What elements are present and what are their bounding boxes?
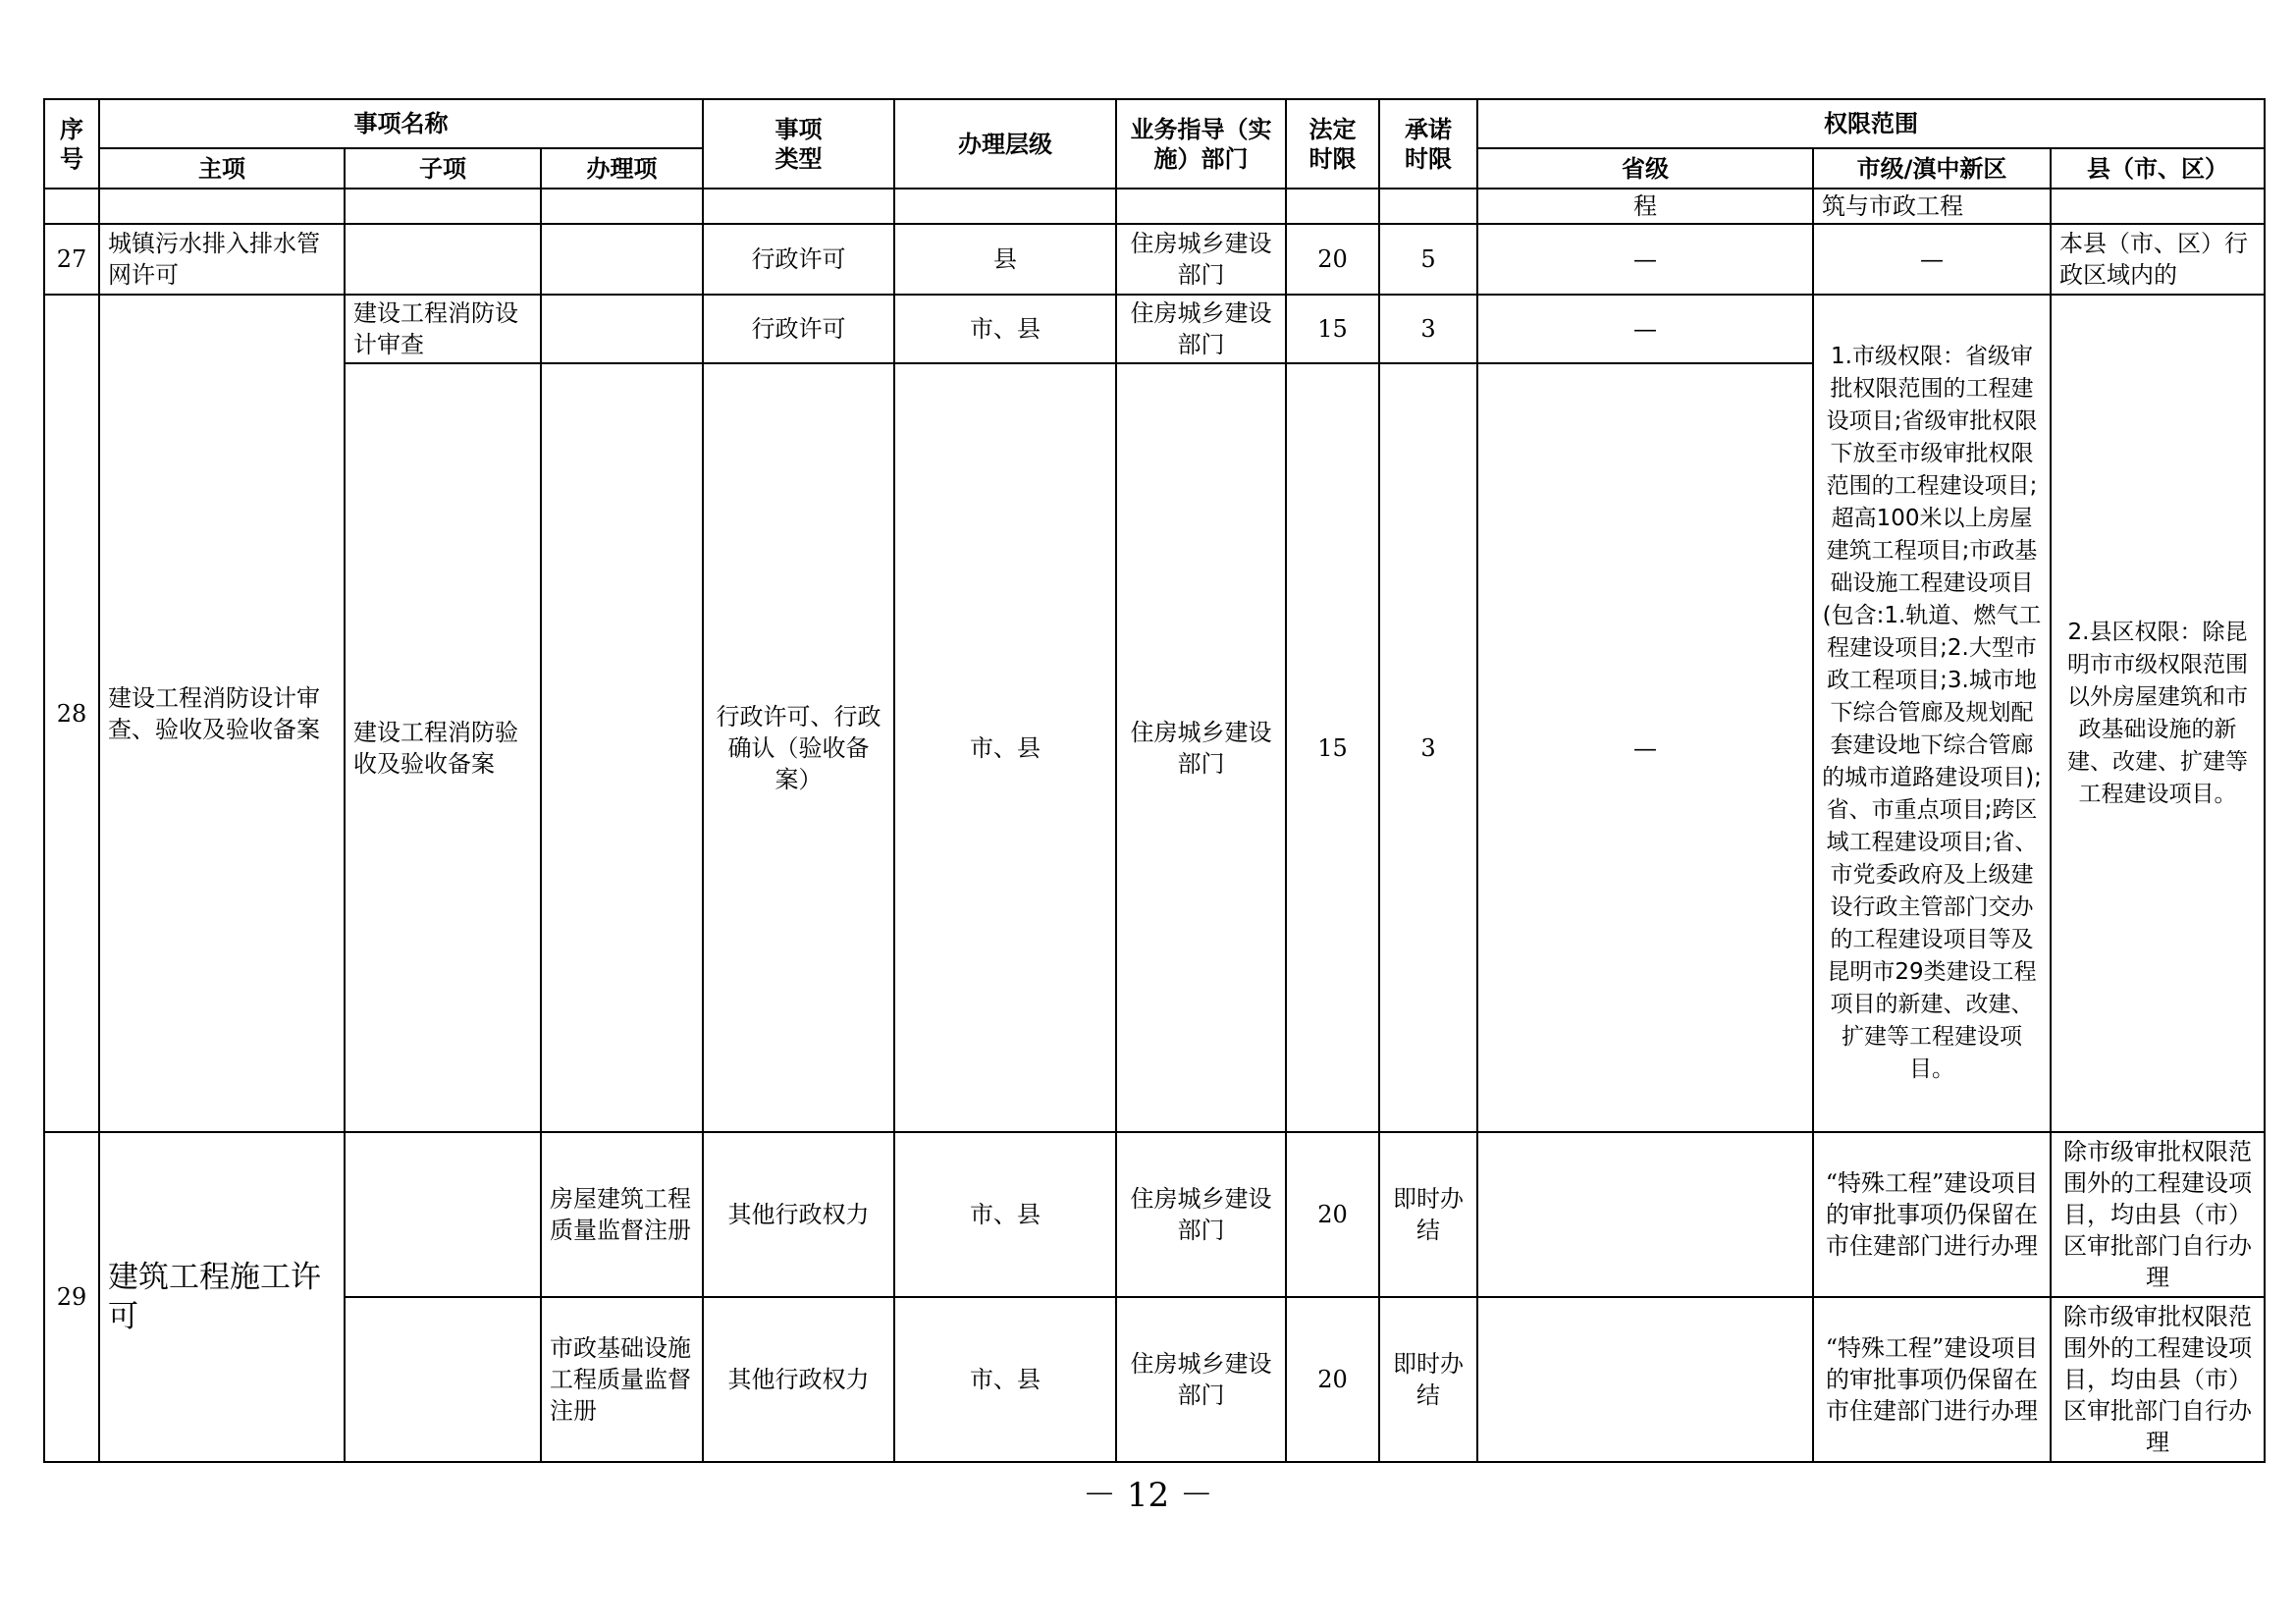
row-handling-item bbox=[541, 295, 703, 363]
row-county-scope: 2.县区权限：除昆明市市级权限范围以外房屋建筑和市政基础设施的新建、改建、扩建等工程建设项目。 bbox=[2051, 295, 2265, 1132]
row-level: 市、县 bbox=[894, 363, 1116, 1132]
row-legal-limit: 20 bbox=[1286, 1297, 1379, 1462]
header-province: 省级 bbox=[1477, 148, 1813, 189]
table-row bbox=[44, 224, 2265, 295]
table-row bbox=[44, 1297, 2265, 1462]
row-county-scope: 除市级审批权限范围外的工程建设项目，均由县（市）区审批部门自行办理 bbox=[2051, 1132, 2265, 1297]
row-province-scope bbox=[1477, 1132, 1813, 1297]
row-sub-item bbox=[345, 1297, 541, 1462]
table-row bbox=[44, 1132, 2265, 1297]
row-main-item: 建设工程消防设计审查、验收及验收备案 bbox=[99, 295, 345, 1132]
row-legal-limit: 20 bbox=[1286, 224, 1379, 295]
row-seq: 28 bbox=[44, 295, 99, 1132]
row-legal-limit: 15 bbox=[1286, 363, 1379, 1132]
row-main-item: 建筑工程施工许可 bbox=[99, 1132, 345, 1462]
row-promise-limit: 5 bbox=[1379, 224, 1477, 295]
continuation-row bbox=[44, 189, 2265, 224]
row-item-type: 行政许可 bbox=[703, 295, 894, 363]
header-sub-item: 子项 bbox=[345, 148, 541, 189]
row-handling-item: 市政基础设施工程质量监督注册 bbox=[541, 1297, 703, 1462]
header-county: 县（市、区） bbox=[2051, 148, 2265, 189]
continuation-city: 筑与市政工程 bbox=[1813, 189, 2051, 224]
row-dept: 住房城乡建设部门 bbox=[1116, 224, 1286, 295]
row-promise-limit: 即时办结 bbox=[1379, 1132, 1477, 1297]
row-seq: 29 bbox=[44, 1132, 99, 1462]
row-level: 市、县 bbox=[894, 1297, 1116, 1462]
row-item-type: 其他行政权力 bbox=[703, 1132, 894, 1297]
row-sub-item bbox=[345, 1132, 541, 1297]
table-row bbox=[44, 295, 2265, 363]
row-province-scope: — bbox=[1477, 224, 1813, 295]
row-county-scope: 本县（市、区）行政区域内的 bbox=[2051, 224, 2265, 295]
row-province-scope: — bbox=[1477, 363, 1813, 1132]
header-promise-limit: 承诺 时限 bbox=[1379, 99, 1477, 189]
row-level: 市、县 bbox=[894, 1132, 1116, 1297]
row-level: 县 bbox=[894, 224, 1116, 295]
row-handling-item bbox=[541, 224, 703, 295]
row-promise-limit: 3 bbox=[1379, 295, 1477, 363]
row-province-scope bbox=[1477, 1297, 1813, 1462]
row-sub-item: 建设工程消防设计审查 bbox=[345, 295, 541, 363]
row-item-type: 行政许可、行政确认（验收备案） bbox=[703, 363, 894, 1132]
row-main-item: 城镇污水排入排水管网许可 bbox=[99, 224, 345, 295]
row-promise-limit: 3 bbox=[1379, 363, 1477, 1132]
header-dept: 业务指导（实 施）部门 bbox=[1116, 99, 1286, 189]
header-seq: 序 号 bbox=[44, 99, 99, 189]
row-item-type: 其他行政权力 bbox=[703, 1297, 894, 1462]
row-sub-item: 建设工程消防验收及验收备案 bbox=[345, 363, 541, 1132]
row-province-scope: — bbox=[1477, 295, 1813, 363]
header-item-type: 事项 类型 bbox=[703, 99, 894, 189]
row-city-scope: “特殊工程”建设项目的审批事项仍保留在市住建部门进行办理 bbox=[1813, 1297, 2051, 1462]
row-legal-limit: 20 bbox=[1286, 1132, 1379, 1297]
row-legal-limit: 15 bbox=[1286, 295, 1379, 363]
header-main-item: 主项 bbox=[99, 148, 345, 189]
items-table bbox=[43, 98, 2266, 1463]
row-city-scope: 1.市级权限：省级审批权限范围的工程建设项目;省级审批权限下放至市级审批权限范围的工程建设项目;超高100米以上房屋建筑工程项目;市政基础设施工程建设项目(包含:1.轨道、燃气工程建设项目;2.大型市政工程项目;3.城市地下综合管廊及规划配套建设地下综合管廊的城市道路建设项目);省、市重点项目;跨区域工程建设项目;省、市党委政府及上级建设行政主管部门交办的工程建设项目等及昆明市29类建设工程项目的新建、改建、扩建等工程建设项目。 bbox=[1813, 295, 2051, 1132]
row-dept: 住房城乡建设部门 bbox=[1116, 1132, 1286, 1297]
row-city-scope: “特殊工程”建设项目的审批事项仍保留在市住建部门进行办理 bbox=[1813, 1132, 2051, 1297]
header-city: 市级/滇中新区 bbox=[1813, 148, 2051, 189]
row-handling-item: 房屋建筑工程质量监督注册 bbox=[541, 1132, 703, 1297]
row-level: 市、县 bbox=[894, 295, 1116, 363]
header-scope: 权限范围 bbox=[1477, 99, 2265, 148]
header-legal-limit: 法定 时限 bbox=[1286, 99, 1379, 189]
header-item-name: 事项名称 bbox=[99, 99, 703, 148]
continuation-province: 程 bbox=[1477, 189, 1813, 224]
row-item-type: 行政许可 bbox=[703, 224, 894, 295]
row-sub-item bbox=[345, 224, 541, 295]
row-dept: 住房城乡建设部门 bbox=[1116, 295, 1286, 363]
row-handling-item bbox=[541, 363, 703, 1132]
row-seq: 27 bbox=[44, 224, 99, 295]
row-city-scope: — bbox=[1813, 224, 2051, 295]
row-promise-limit: 即时办结 bbox=[1379, 1297, 1477, 1462]
page-number: － 12 － bbox=[1083, 1476, 1213, 1515]
row-dept: 住房城乡建设部门 bbox=[1116, 1297, 1286, 1462]
header-level: 办理层级 bbox=[894, 99, 1116, 189]
header-handling-item: 办理项 bbox=[541, 148, 703, 189]
row-county-scope: 除市级审批权限范围外的工程建设项目，均由县（市）区审批部门自行办理 bbox=[2051, 1297, 2265, 1462]
row-dept: 住房城乡建设部门 bbox=[1116, 363, 1286, 1132]
